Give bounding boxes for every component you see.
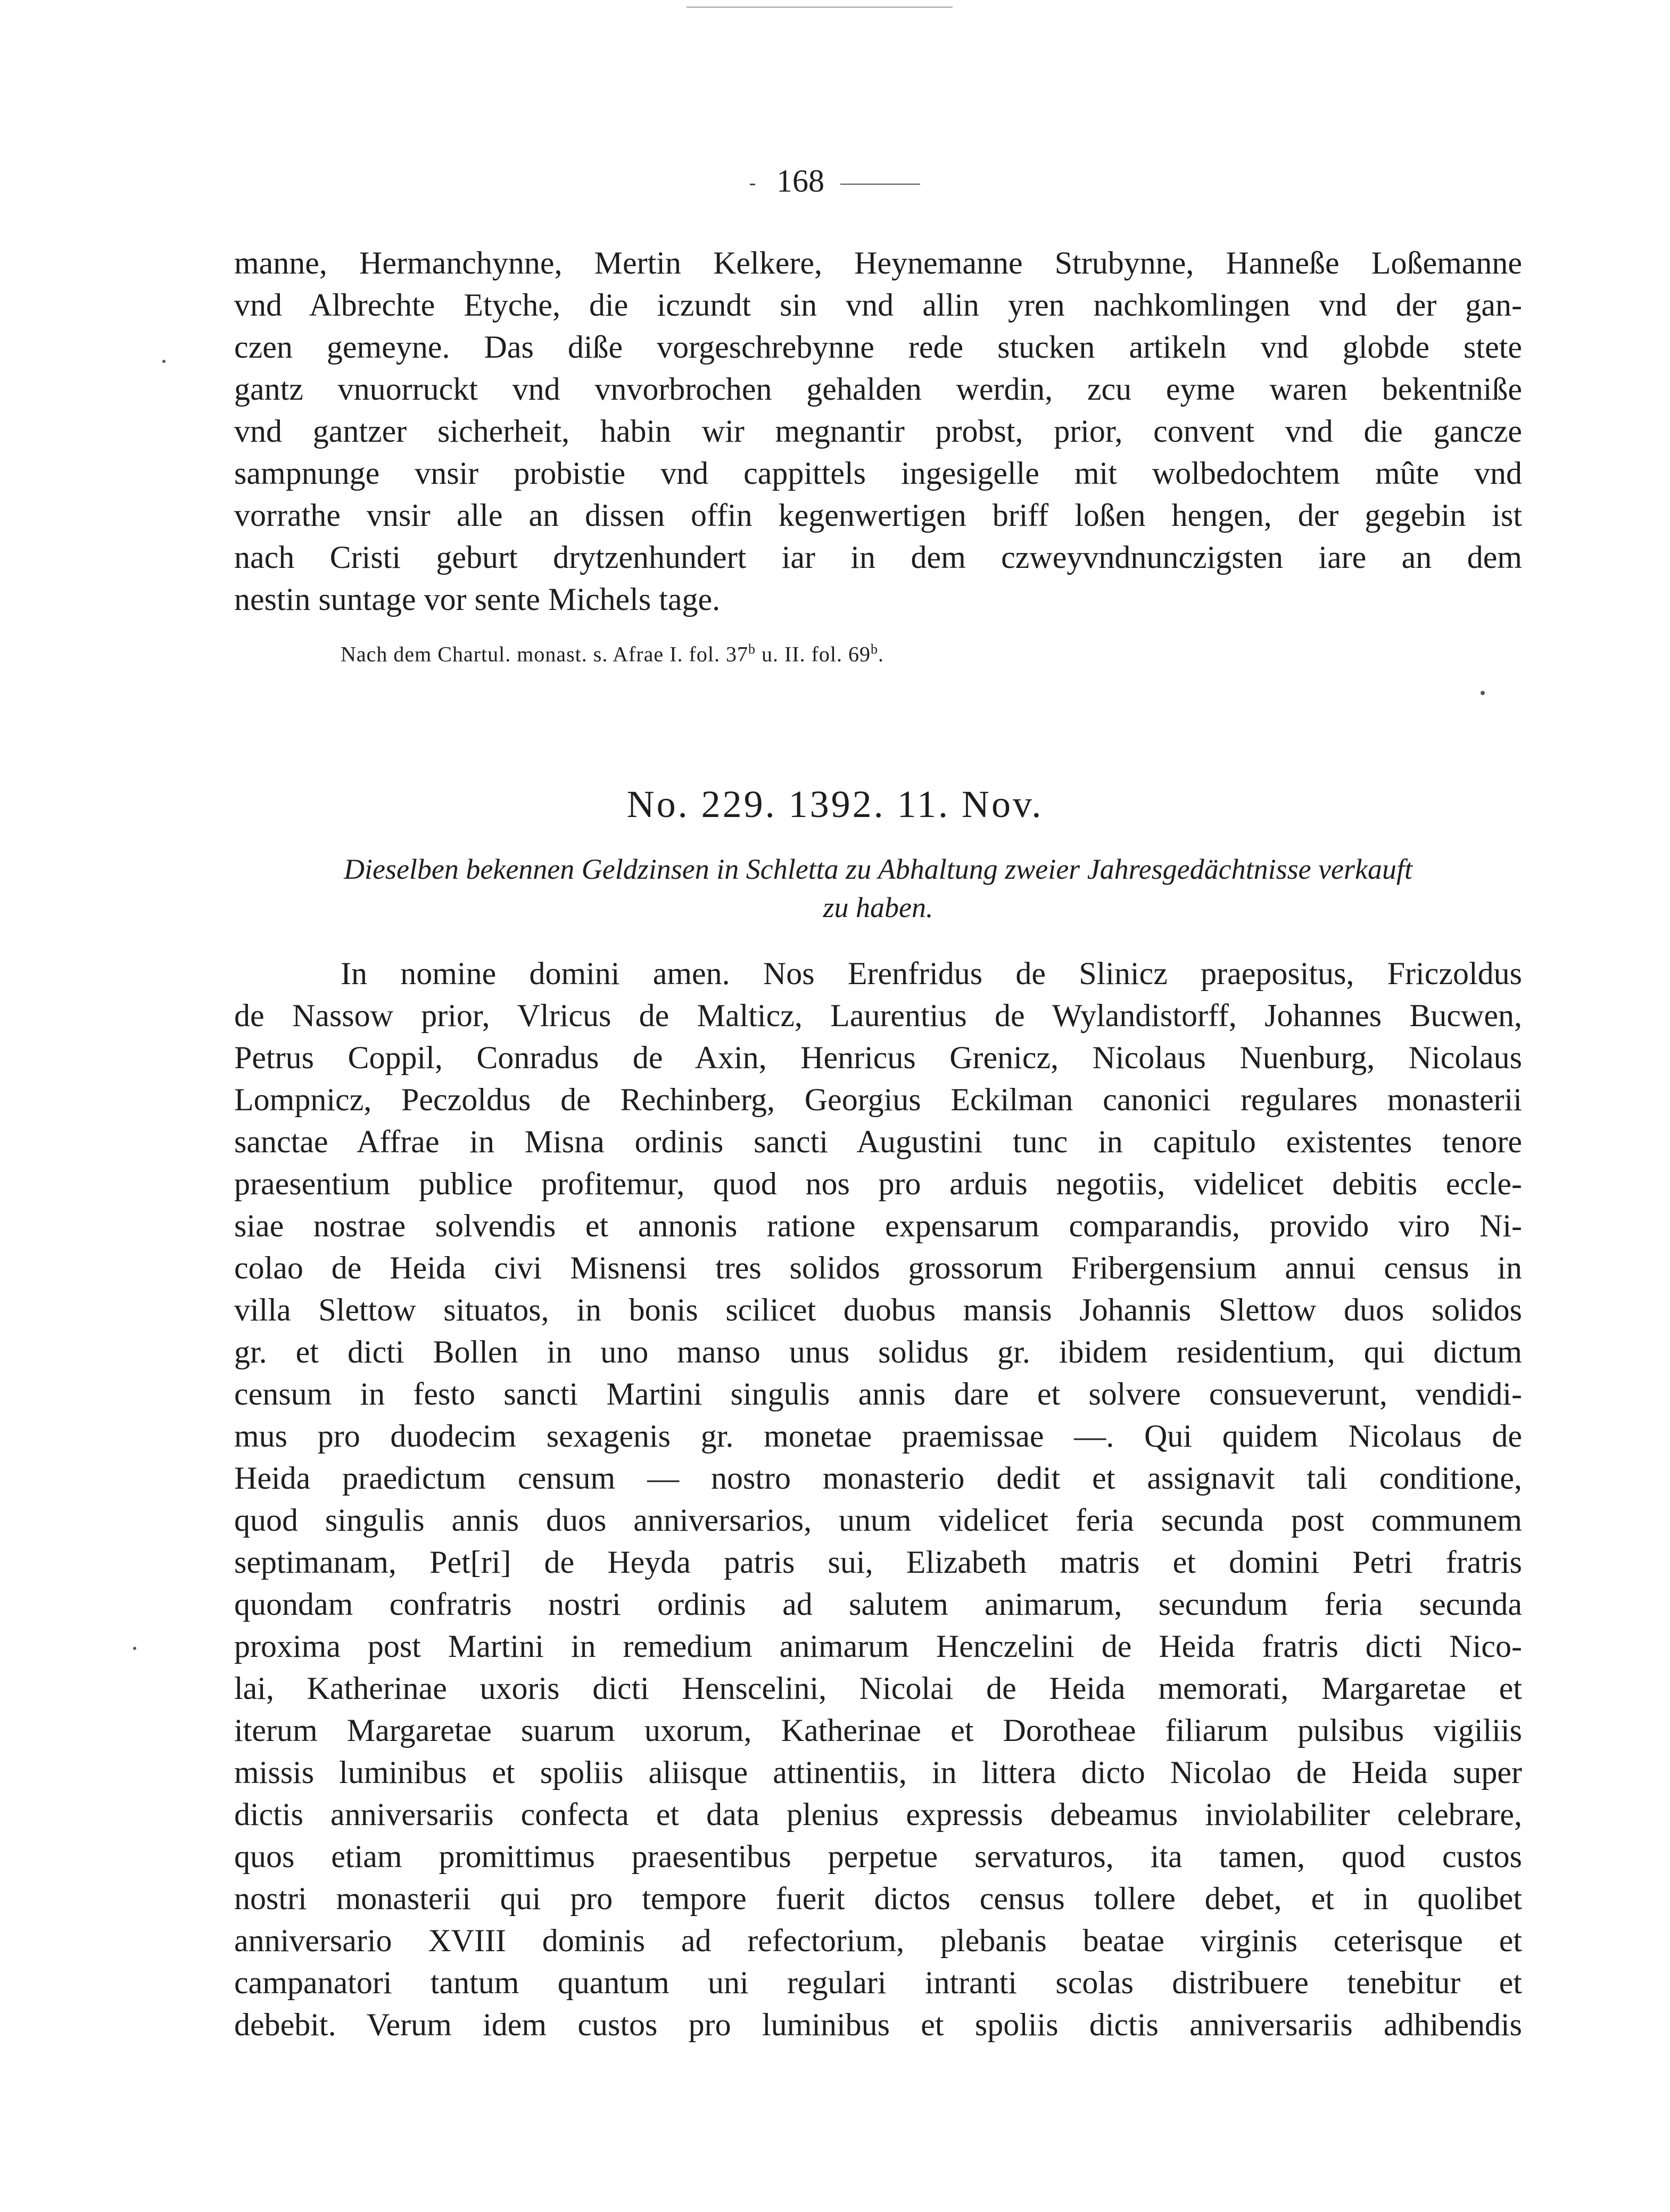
text-line: vnd gantzer sicherheit, habin wir megnantir probst, prior, convent vnd die gancze <box>234 414 1522 449</box>
text-line: czen gemeyne. Das diße vorgeschrebynne rede stucken artikeln vnd globde stete <box>234 329 1522 365</box>
text-line: vnd Albrechte Etyche, die iczundt sin vnd allin yren nachkomlingen vnd der gan- <box>234 287 1522 323</box>
text-line: siae nostrae solvendis et annonis ratione expensarum comparandis, provido viro Ni- <box>234 1208 1522 1243</box>
regest-line: zu haben. <box>823 892 933 923</box>
scan-speck <box>133 1647 136 1650</box>
page-number <box>0 165 1670 197</box>
charter-body <box>234 953 1522 2046</box>
document-heading: No. 229. 1392. 11. Nov. <box>626 783 1044 826</box>
source-note-superscript: b <box>748 641 756 657</box>
source-note-text: u. II. fol. 69 <box>755 642 871 666</box>
text-line: sampnunge vnsir probistie vnd cappittels ingesigelle mit wolbedochtem mûte vnd <box>234 456 1522 491</box>
page-number-dash-left <box>750 184 755 185</box>
document-regest <box>266 850 1490 927</box>
text-line: quos etiam promittimus praesentibus perpetue servaturos, ita tamen, quod custos <box>234 1839 1522 1874</box>
text-line: nach Cristi geburt drytzenhundert iar in dem czweyvndnunczigsten iare an dem <box>234 540 1522 575</box>
scan-speck <box>1481 691 1485 695</box>
regest-line: Dieselben bekennen Geldzinsen in Schletta zu Abhaltung zweier Jahresgedächtnisse verkauft <box>343 853 1413 885</box>
text-line: villa Slettow situatos, in bonis scilicet duobus mansis Johannis Slettow duos solidos <box>234 1292 1522 1327</box>
text-line: Petrus Coppil, Conradus de Axin, Henricus Grenicz, Nicolaus Nuenburg, Nicolaus <box>234 1040 1522 1075</box>
text-line: septimanam, Pet[ri] de Heyda patris sui, Elizabeth matris et domini Petri fratris <box>234 1545 1522 1580</box>
text-line: nostri monasterii qui pro tempore fuerit dictos census tollere debet, et in quolibet <box>234 1881 1522 1916</box>
text-line: praesentium publice profitemur, quod nos pro arduis negotiis, videlicet debitis eccle- <box>234 1166 1522 1201</box>
text-line: In nomine domini amen. Nos Erenfridus de Slinicz praepositus, Friczoldus <box>341 956 1522 991</box>
text-line: missis luminibus et spoliis aliisque attinentiis, in littera dicto Nicolao de Heida super <box>234 1755 1522 1790</box>
text-line: mus pro duodecim sexagenis gr. monetae praemissae —. Qui quidem Nicolaus de <box>234 1418 1522 1454</box>
text-line: Lompnicz, Peczoldus de Rechinberg, Georgius Eckilman canonici regulares monasterii <box>234 1082 1522 1117</box>
text-line: censum in festo sancti Martini singulis annis dare et solvere consueverunt, vendidi- <box>234 1376 1522 1412</box>
text-line: campanatori tantum quantum uni regulari intranti scolas distribuere tenebitur et <box>234 1965 1522 2000</box>
source-note <box>341 641 884 666</box>
text-line: manne, Hermanchynne, Mertin Kelkere, Heynemanne Strubynne, Hanneße Loßemanne <box>234 245 1522 280</box>
text-line: proxima post Martini in remedium animarum Henczelini de Heida fratris dicti Nico- <box>234 1629 1522 1664</box>
top-scan-rule <box>687 6 953 8</box>
text-line: de Nassow prior, Vlricus de Malticz, Laurentius de Wylandistorff, Johannes Bucwen, <box>234 998 1522 1033</box>
text-line: vorrathe vnsir alle an dissen offin kegenwertigen briff loßen hengen, der gegebin ist <box>234 498 1522 533</box>
source-note-superscript: b <box>871 641 879 657</box>
page-number-dash-right <box>840 184 920 185</box>
text-line: gantz vnuorruckt vnd vnvorbrochen gehalden werdin, zcu eyme waren bekentniße <box>234 372 1522 407</box>
text-line: quod singulis annis duos anniversarios, unum videlicet feria secunda post communem <box>234 1503 1522 1538</box>
page-number-text: 168 <box>776 163 824 199</box>
text-line: debebit. Verum idem custos pro luminibus et spoliis dictis anniversariis adhibendis <box>234 2007 1522 2042</box>
previous-charter-ending <box>234 242 1522 621</box>
text-line: gr. et dicti Bollen in uno manso unus solidus gr. ibidem residentium, qui dictum <box>234 1334 1522 1369</box>
text-line: quondam confratris nostri ordinis ad salutem animarum, secundum feria secunda <box>234 1587 1522 1622</box>
text-line: Heida praedictum censum — nostro monasterio dedit et assignavit tali conditione, <box>234 1460 1522 1496</box>
source-note-text: . <box>878 642 884 666</box>
text-line: dictis anniversariis confecta et data plenius expressis debeamus inviolabiliter celebrare, <box>234 1797 1522 1832</box>
text-line: colao de Heida civi Misnensi tres solidos grossorum Fribergensium annui census in <box>234 1250 1522 1285</box>
text-line: lai, Katherinae uxoris dicti Henscelini, Nicolai de Heida memorati, Margaretae et <box>234 1671 1522 1706</box>
scan-speck <box>162 360 166 363</box>
text-line: nestin suntage vor sente Michels tage. <box>234 582 721 617</box>
text-line: sanctae Affrae in Misna ordinis sancti Augustini tunc in capitulo existentes tenore <box>234 1124 1522 1159</box>
source-note-text: Nach dem Chartul. monast. s. Afrae I. fol. 37 <box>341 642 748 666</box>
text-line: anniversario XVIII dominis ad refectorium, plebanis beatae virginis ceterisque et <box>234 1923 1522 1958</box>
text-line: iterum Margaretae suarum uxorum, Katherinae et Dorotheae filiarum pulsibus vigiliis <box>234 1713 1522 1748</box>
